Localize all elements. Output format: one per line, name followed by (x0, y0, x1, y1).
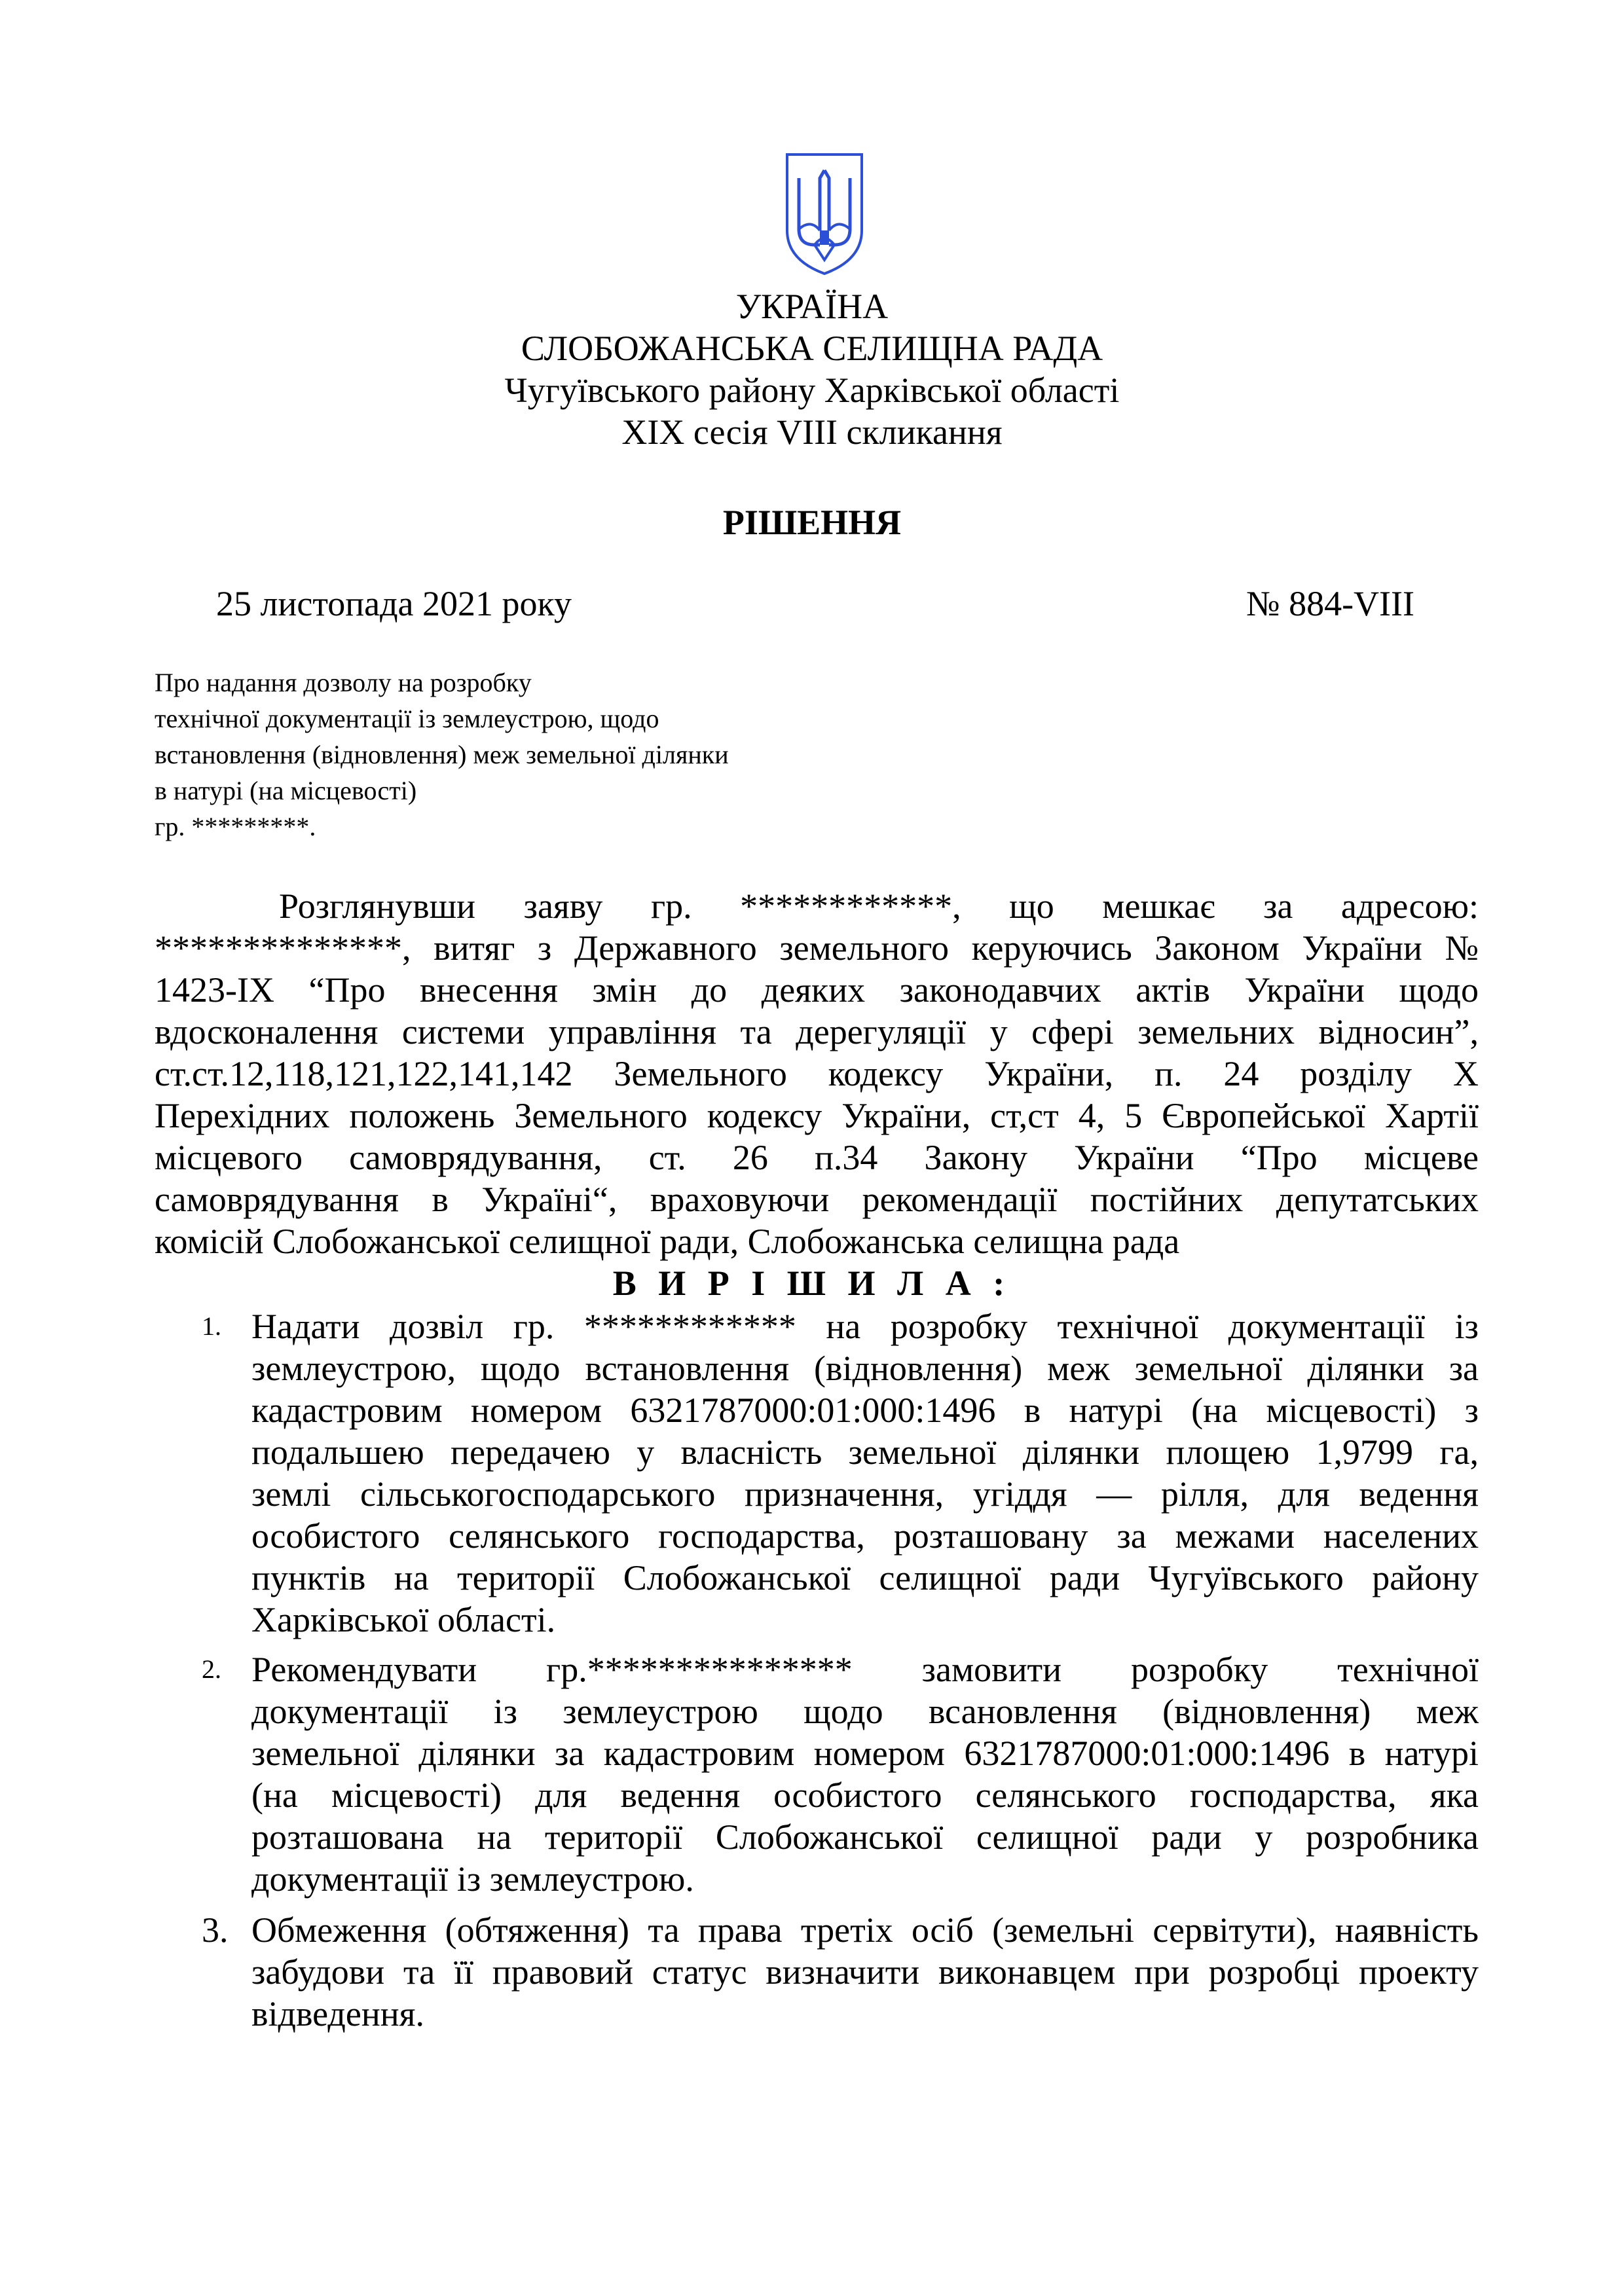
preamble-line: **************, витяг з Державного земельного керуючись Законом України № (155, 928, 1479, 968)
list-item-line: документації із землеустрою. (251, 1859, 694, 1899)
list-item (155, 1649, 1479, 1900)
decision-date: 25 листопада 2021 року (216, 584, 572, 623)
document-title: РІШЕННЯ (722, 503, 902, 542)
trident-coat-of-arms-icon (784, 152, 864, 276)
list-item-line: забудови та її правовий статус визначити виконавцем при розробці проекту (251, 1952, 1479, 1992)
decision-subject (155, 665, 729, 845)
preamble-line: Розглянувши заяву гр. ************, що мешкає за адресою: (279, 886, 1479, 926)
list-item-line: земельної ділянки за кадастровим номером 6321787000:01:000:1496 в натурі (251, 1734, 1479, 1773)
list-item (155, 1305, 1479, 1641)
preamble-line: ст.ст.12,118,121,122,141,142 Земельного кодексу України, п. 24 розділу Х (155, 1054, 1479, 1093)
list-item-line: особистого селянського господарства, розташовану за межами населених (251, 1516, 1479, 1556)
preamble-line: самоврядування в Україні“, враховуючи рекомендації постійних депутатських (155, 1180, 1479, 1219)
list-item-line: Харківської області. (251, 1600, 556, 1639)
header-session: XIX сесія VIII скликання (621, 412, 1003, 452)
list-item-text (251, 1305, 1479, 1641)
subject-line: технічної документації із землеустрою, щодо (155, 704, 659, 733)
preamble-paragraph (155, 885, 1479, 1262)
resolve-heading: В И Р І Ш И Л А : (612, 1264, 1012, 1303)
list-item-text (251, 1909, 1479, 2035)
preamble-line: місцевого самоврядування, ст. 26 п.34 Закону України “Про місцеве (155, 1138, 1479, 1177)
list-item-line: землеустрою, щодо встановлення (відновлення) меж земельної ділянки за (251, 1349, 1479, 1388)
preamble-line: Перехідних положень Земельного кодексу України, ст,ст 4, 5 Європейської Хартії (155, 1096, 1479, 1135)
list-item-line: кадастровим номером 6321787000:01:000:1496 в натурі (на місцевості) з (251, 1391, 1479, 1430)
preamble-line: вдосконалення системи управління та дерегуляції у сфері земельних відносин”, (155, 1012, 1479, 1051)
list-item-line: документації із землеустрою щодо всановлення (відновлення) меж (251, 1692, 1479, 1731)
subject-line: в натурі (на місцевості) (155, 776, 417, 805)
list-item-line: подальшею передачею у власність земельної ділянки площею 1,9799 га, (251, 1432, 1479, 1472)
list-item-line: Обмеження (обтяження) та права третіх осіб (земельні сервітути), наявність (251, 1910, 1479, 1950)
list-item-line: розташована на території Слобожанської селищної ради у розробника (251, 1817, 1479, 1857)
subject-line: гр. *********. (155, 812, 316, 841)
subject-line: встановлення (відновлення) меж земельної ділянки (155, 740, 729, 769)
subject-line: Про надання дозволу на розробку (155, 668, 532, 697)
header-council: СЛОБОЖАНСЬКА СЕЛИЩНА РАДА (521, 329, 1103, 368)
preamble-line: 1423-IX “Про внесення змін до деяких законодавчих актів України щодо (155, 970, 1479, 1010)
list-item-number: 1. (202, 1311, 221, 1341)
list-item-line: (на місцевості) для ведення особистого селянського господарства, яка (251, 1776, 1479, 1815)
list-item-line: Надати дозвіл гр. ************ на розробку технічної документації із (251, 1307, 1479, 1346)
preamble-line: комісій Слобожанської селищної ради, Слобожанська селищна рада (155, 1222, 1180, 1261)
list-item (155, 1909, 1479, 2035)
decision-number: № 884-VIII (1246, 584, 1414, 623)
list-item-line: відведення. (251, 1994, 424, 2033)
list-item-line: Рекомендувати гр.*************** замовити розробку технічної (251, 1650, 1479, 1689)
list-item-line: пунктів на території Слобожанської селищної ради Чугуївського району (251, 1558, 1479, 1597)
list-item-number: 2. (202, 1654, 221, 1684)
header-district: Чугуївського району Харківської області (504, 371, 1120, 410)
header-country: УКРАЇНА (735, 287, 889, 326)
list-item-line: землі сільськогосподарського призначення, угіддя — рілля, для ведення (251, 1474, 1479, 1514)
list-item-text (251, 1649, 1479, 1900)
list-item-number: 3. (202, 1910, 229, 1950)
